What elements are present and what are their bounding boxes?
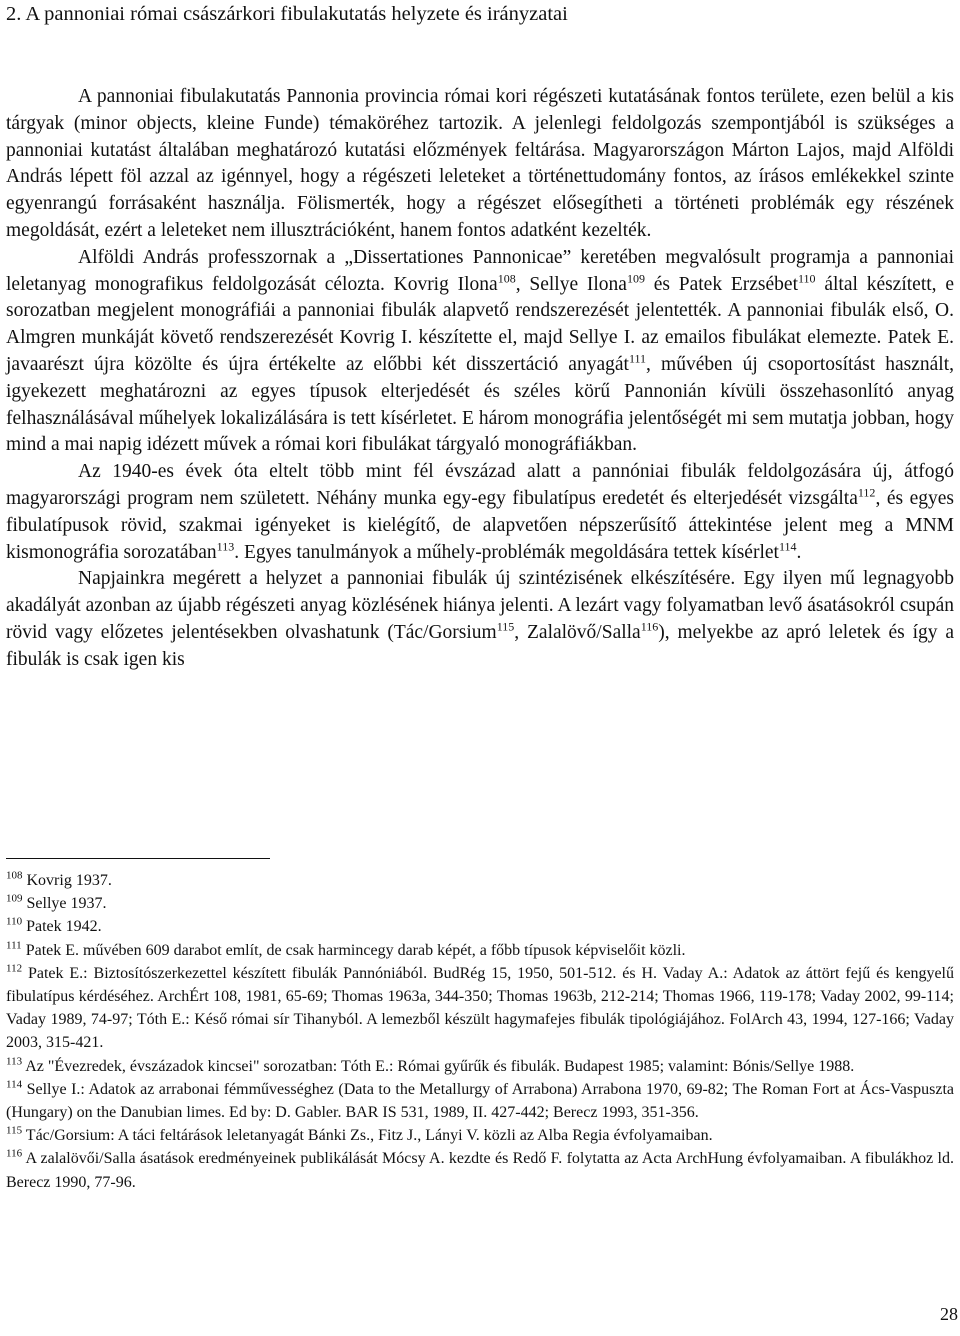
paragraph (6, 84, 954, 245)
footnote (6, 939, 954, 962)
paragraph (6, 245, 954, 459)
footnote-text: Patek 1942. (22, 918, 102, 936)
footnote-number: 111 (6, 939, 22, 952)
body-text (6, 84, 954, 674)
footnote-ref: 108 (497, 271, 516, 286)
footnotes (6, 869, 954, 1194)
paragraph-text: . (796, 541, 802, 563)
footnote-text: Patek E.: Biztosítószerkezettel készített fibulák Pannóniából. BudRég 15, 1950, 501-512. és H. Vaday A.: Adatok az áttört fejű és kengyelű fibulatípus kérdéséhez. ArchÉrt 108, 1981, 65-69; Thomas 1963a, 344-350; Thomas 1963b, 212-214; Thomas 1966, 119-178; Vaday 2002, 99-114; Vaday 1989, 74-97; Tóth E.: Késő római sír Tihanyból. A lemezből készült hagymafejes fibulák tipológiájához. FolArch 43, 1994, 127-166; Vaday 2003, 315-421. (6, 964, 954, 1052)
footnote-ref: 115 (496, 619, 515, 634)
paragraph-text: , művében új csoportosítást használt, igyekezett meghatározni az egyes típusok elterjedését és széles körű Pannonián kívüli összehasonlító anyag felhasználásával műhelyek lokalizálására is tett kísérletet. E három monográfia jelentőségét mi sem mutatja jobban, hogy mind a mai napig idézett művek a római kori fibulákat tárgyaló monográfiákban. (6, 353, 954, 456)
footnote-ref: 114 (778, 539, 797, 554)
footnote-ref: 109 (626, 271, 645, 286)
footnote-number: 110 (6, 916, 23, 929)
paragraph-text: és Patek Erzsébet (644, 273, 798, 295)
footnote (6, 869, 954, 892)
paragraph-text: ), melyekbe az apró leletek és így a fibulák is csak igen kis (6, 621, 954, 670)
footnote-number: 112 (6, 962, 23, 975)
footnote-text: Tác/Gorsium: A táci feltárások leletanyagát Bánki Zs., Fitz J., Lányi V. közli az Alba Regia évfolyamaiban. (22, 1127, 713, 1145)
paragraph (6, 566, 954, 673)
footnote-text: Sellye I.: Adatok az arrabonai fémművességhez (Data to the Metallurgy of Arrabona) Arrabona 1970, 69-82; The Roman Fort at Ács-Vaspuszta (Hungary) on the Danubian limes. Ed by: D. Gabler. BAR IS 531, 1989, II. 427-442; Berecz 1993, 351-356. (6, 1080, 954, 1122)
footnote-number: 108 (6, 869, 23, 882)
paragraph-text: , és egyes fibulatípusok rövid, szakmai igényeket is kielégítő, de alapvetően népszerűsítő áttekintése jelent meg a MNM kismonográfia sorozatában (6, 487, 954, 563)
footnote-ref: 112 (857, 485, 876, 500)
footnote-ref: 116 (640, 619, 659, 634)
section-heading: 2. A pannoniai római császárkori fibulakutatás helyzete és irányzatai (6, 3, 568, 25)
paragraph-text: Az 1940-es évek óta eltelt több mint fél évszázad alatt a pannóniai fibulák feldolgozására új, átfogó magyarországi program nem született. Néhány munka egy-egy fibulatípus eredetét és elterjedését vizsgálta (6, 461, 954, 509)
paragraph-text: , Zalalövő/Salla (514, 621, 641, 643)
footnote-text: Kovrig 1937. (22, 872, 112, 889)
footnote-text: Patek E. művében 609 darabot említ, de csak harmincegy darab képét, a főbb típusok képviselőit közli. (21, 941, 686, 959)
footnote-number: 115 (6, 1124, 23, 1137)
footnote (6, 915, 954, 938)
paragraph-text: . Egyes tanulmányok a műhely-problémák megoldására tettek kísérlet (234, 541, 779, 563)
footnote-text: Az "Évezredek, évszázadok kincsei" sorozatban: Tóth E.: Római gyűrűk és fibulák. Budapest 1985; valamint: Bónis/Sellye 1988. (22, 1057, 855, 1075)
footnote (6, 1147, 954, 1193)
footnote-number: 113 (6, 1055, 23, 1068)
paragraph-text: Alföldi András professzornak a „Dissertationes Pannonicae” keretében megvalósult programja a pannoniai leletanyag monografikus feldolgozását célozta. Kovrig Ilona (6, 246, 954, 295)
footnote (6, 892, 954, 915)
footnote (6, 962, 954, 1055)
footnote-ref: 110 (798, 271, 816, 286)
paragraph-text: A pannoniai fibulakutatás Pannonia provincia római kori régészeti kutatásának fontos területe, ezen belül a kis tárgyak (minor objects, kleine Funde) témaköréhez tartozik. A jelenlegi feldolgozás szempontjából is szükséges a pannoniai kutatást általában meghatározó kutatási előzmények feltárása. Magyarországon Márton Lajos, majd Alföldi András lépett föl azzal az igénnyel, hogy a régészeti leleteket a történettudomány fontos, az írásos emlékekkel szinte egyenrangú forrásaként használja. Fölismerték, hogy a régészet elősegítheti a történeti problémák egy részének megoldását, ezért a leleteket nem illusztrációként, hanem fontos adatként kezelték. (6, 86, 954, 241)
footnote-separator (6, 858, 270, 859)
footnote-ref: 113 (216, 539, 235, 554)
paragraph-text: Napjainkra megérett a helyzet a pannoniai fibulák új szintézisének elkészítésére. Egy ilyen mű legnagyobb akadályát azonban az újabb régészeti anyag közlésének hiánya jelenti. A lezárt vagy folyamatban levő ásatásokról csupán rövid vagy előzetes jelentésekben olvashatunk (Tác/Gorsium (6, 568, 954, 643)
paragraph-text: által készített, e sorozatban megjelent monográfiái a pannoniai fibulák alapvető rendszerezését jelentették. A pannoniai fibulák első, O. Almgren munkáját követő rendszerezését Kovrig I. készítette el, majd Sellye I. az emailos fibulákat elemezte. Patek E. javaarészt újra közölte és újra értékelte az előbbi két disszertáció anyagát (6, 273, 954, 375)
footnote-number: 114 (6, 1078, 23, 1091)
footnote-number: 109 (6, 892, 23, 905)
footnote-text: A zalalövői/Salla ásatások eredményeinek publikálását Mócsy A. kezdte és Redő F. folytatta az Acta ArchHung évfolyamaiban. A fibulákhoz ld. Berecz 1990, 77-96. (6, 1150, 954, 1191)
footnote-ref: 111 (628, 351, 647, 366)
paragraph-text: , Sellye Ilona (515, 273, 627, 295)
footnote (6, 1124, 954, 1147)
footnote-text: Sellye 1937. (22, 895, 107, 913)
page-number: 28 (940, 1304, 958, 1324)
paragraph (6, 459, 954, 566)
footnote (6, 1055, 954, 1078)
footnote (6, 1078, 954, 1124)
footnote-number: 116 (6, 1148, 23, 1161)
